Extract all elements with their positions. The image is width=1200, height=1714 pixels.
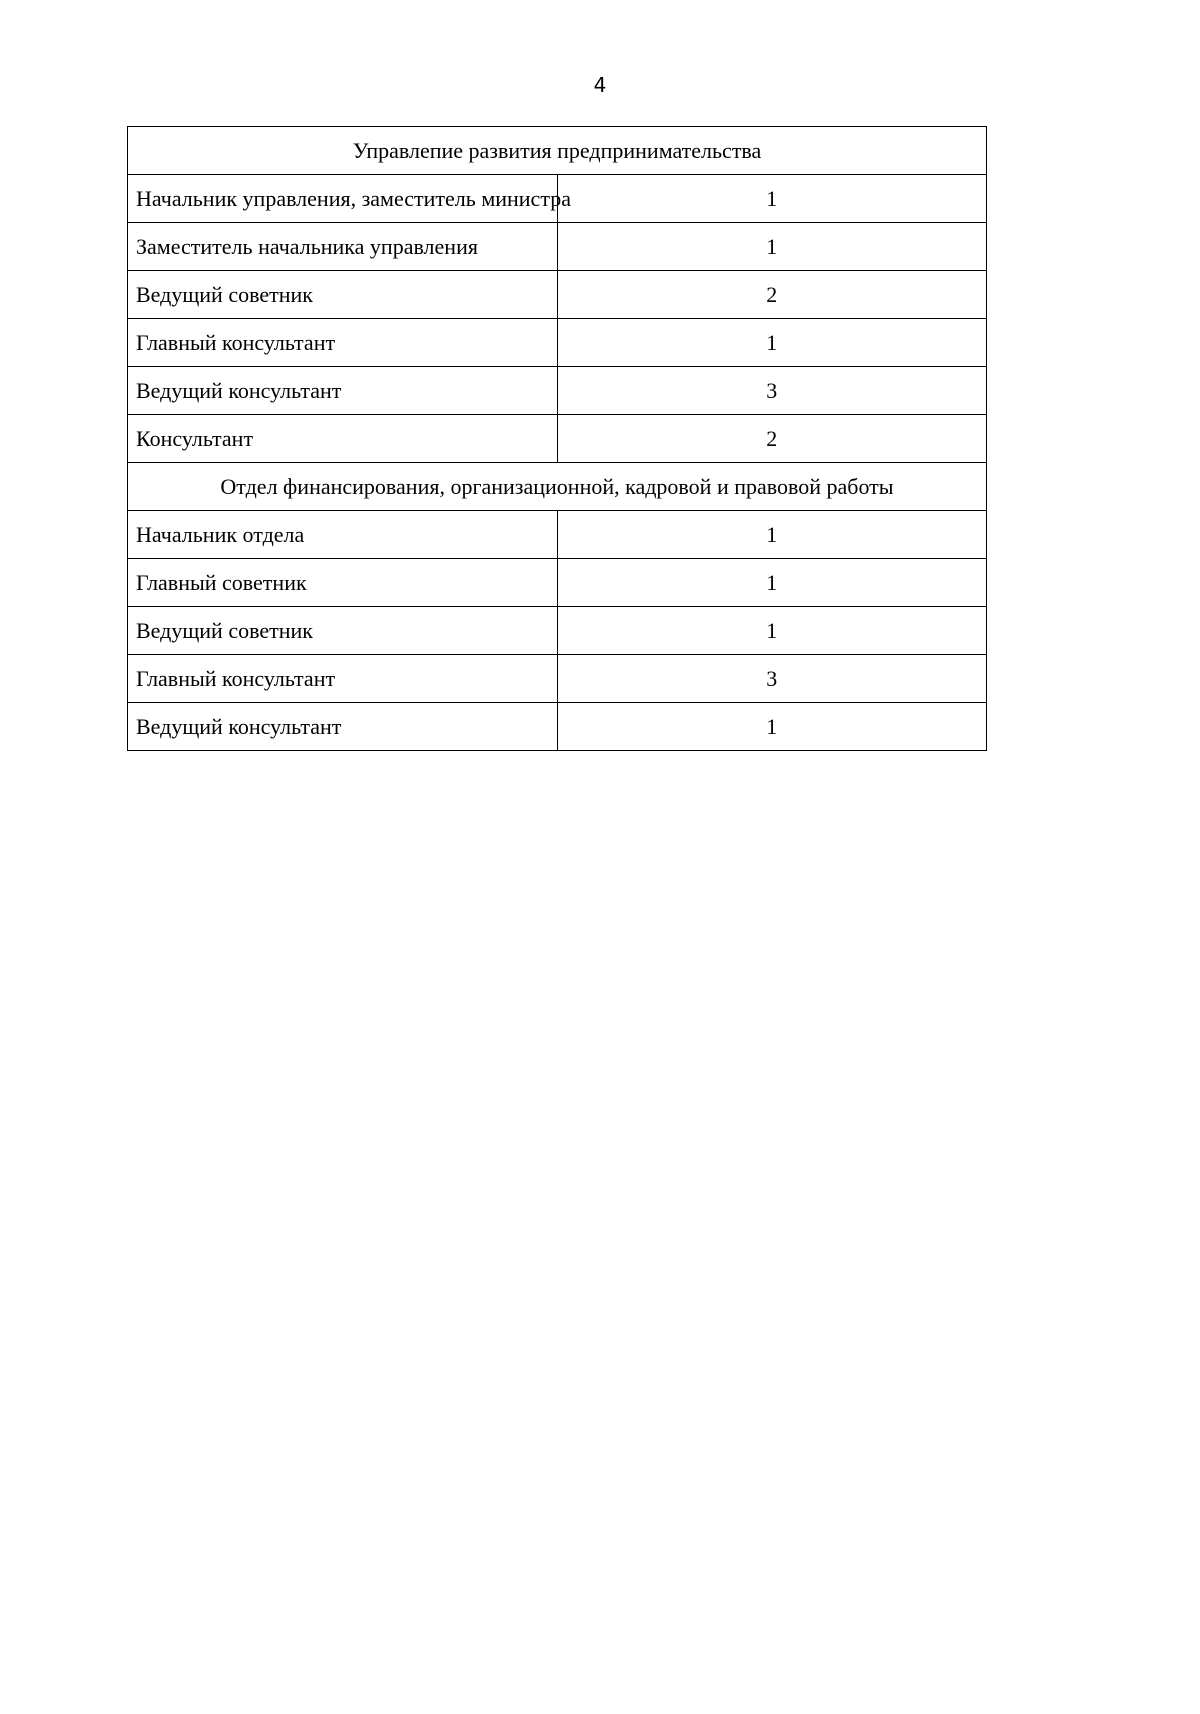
position-count: 2 [557, 415, 987, 463]
position-count: 1 [557, 319, 987, 367]
table-row [128, 655, 987, 703]
table-row [128, 511, 987, 559]
position-name: Главный консультант [128, 319, 558, 367]
position-count: 1 [557, 223, 987, 271]
position-count: 3 [557, 655, 987, 703]
table-row [128, 703, 987, 751]
section-title: Управлепие развития предпринимательства [128, 127, 987, 175]
section-header-row [128, 463, 987, 511]
table-row [128, 271, 987, 319]
position-name: Ведущий советник [128, 271, 558, 319]
position-count: 1 [557, 175, 987, 223]
section-finance-hr-legal [128, 463, 987, 751]
table-row [128, 175, 987, 223]
position-name: Начальник управления, заместитель министра [128, 175, 558, 223]
position-count: 3 [557, 367, 987, 415]
table-row [128, 319, 987, 367]
position-name: Ведущий консультант [128, 367, 558, 415]
table-row [128, 223, 987, 271]
position-count: 1 [557, 511, 987, 559]
table-row [128, 415, 987, 463]
position-name: Консультант [128, 415, 558, 463]
section-entrepreneurship [128, 127, 987, 463]
position-name: Ведущий советник [128, 607, 558, 655]
section-title: Отдел финансирования, организационной, кадровой и правовой работы [128, 463, 987, 511]
position-name: Ведущий консультант [128, 703, 558, 751]
position-name: Главный консультант [128, 655, 558, 703]
position-count: 1 [557, 703, 987, 751]
position-name: Заместитель начальника управления [128, 223, 558, 271]
staffing-table [127, 126, 987, 751]
page-number: 4 [593, 73, 607, 97]
position-count: 1 [557, 559, 987, 607]
table-row [128, 367, 987, 415]
position-count: 1 [557, 607, 987, 655]
position-name: Начальник отдела [128, 511, 558, 559]
position-name: Главный советник [128, 559, 558, 607]
table-row [128, 607, 987, 655]
position-count: 2 [557, 271, 987, 319]
section-header-row [128, 127, 987, 175]
table-row [128, 559, 987, 607]
